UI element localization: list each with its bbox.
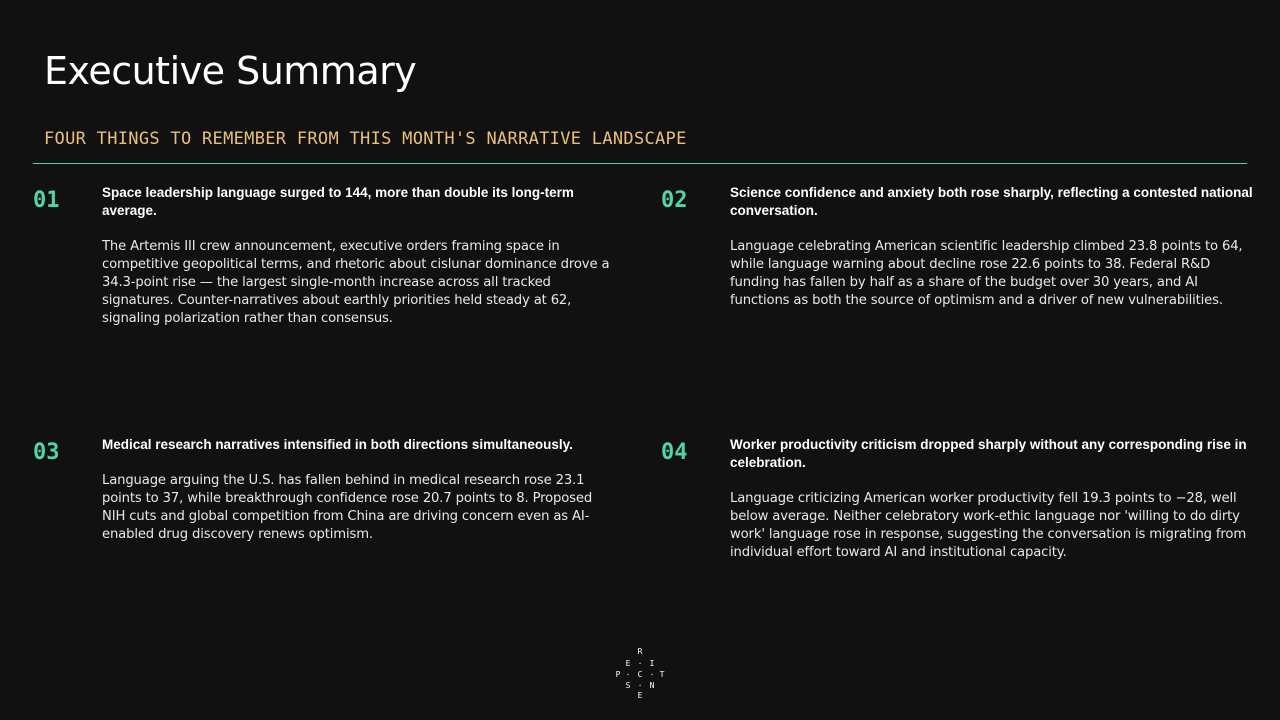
point-content [102, 436, 617, 544]
logo-letter: C [637, 670, 643, 679]
point-number: 01 [33, 188, 60, 213]
logo-letter: N [649, 681, 655, 690]
logo-letter: T [659, 670, 665, 679]
logo-letter: R [637, 647, 643, 656]
point-headline: Space leadership language surged to 144, more than double its long-term average. [102, 185, 574, 218]
logo-letter: E [625, 659, 631, 668]
point-body: Language criticizing American worker productivity fell 19.3 points to −28, well below average. Neither celebratory work-ethic language nor 'willing to do dirty work' language rose in response, suggesting the conversation is migrating from individual effort toward AI and institutional capacity. [730, 491, 1247, 560]
logo-dot: · [637, 681, 643, 690]
logo-letter: E [637, 691, 643, 700]
point-content [730, 184, 1256, 310]
divider [33, 163, 1247, 164]
point-body: Language arguing the U.S. has fallen behind in medical research rose 23.1 points to 37, while breakthrough confidence rose 20.7 points to 8. Proposed NIH cuts and global competition from China are driving concern even as AI-enabled drug discovery renews optimism. [102, 473, 593, 542]
logo-letter: P [615, 670, 621, 679]
page-subtitle: FOUR THINGS TO REMEMBER FROM THIS MONTH'S NARRATIVE LANDSCAPE [44, 129, 687, 149]
logo-dot: · [637, 659, 643, 668]
point-number: 03 [33, 440, 60, 465]
logo-letter: S [625, 681, 631, 690]
page-title: Executive Summary [44, 49, 417, 93]
point-body: The Artemis III crew announcement, executive orders framing space in competitive geopolitical terms, and rhetoric about cislunar dominance drove a 34.3-point rise — the largest single-month increase across all tracked signatures. Counter-narratives about earthly priorities held steady at 62, signaling polarization rather than consensus. [102, 239, 610, 326]
logo-dot: · [649, 670, 655, 679]
point-headline: Medical research narratives intensified in both directions simultaneously. [102, 437, 573, 452]
point-headline: Science confidence and anxiety both rose sharply, reflecting a contested national conversation. [730, 185, 1253, 218]
point-content [102, 184, 622, 328]
point-number: 04 [661, 440, 688, 465]
logo-dot: · [625, 670, 631, 679]
point-body: Language celebrating American scientific leadership climbed 23.8 points to 64, while language warning about decline rose 22.6 points to 38. Federal R&D funding has fallen by half as a share of the budget over 30 years, and AI functions as both the source of optimism and a driver of new vulnerabilities. [730, 239, 1243, 308]
brand-logo [610, 645, 670, 701]
point-headline: Worker productivity criticism dropped sharply without any corresponding rise in celebration. [730, 437, 1247, 470]
logo-letter: I [649, 659, 655, 668]
point-number: 02 [661, 188, 688, 213]
point-content [730, 436, 1250, 562]
